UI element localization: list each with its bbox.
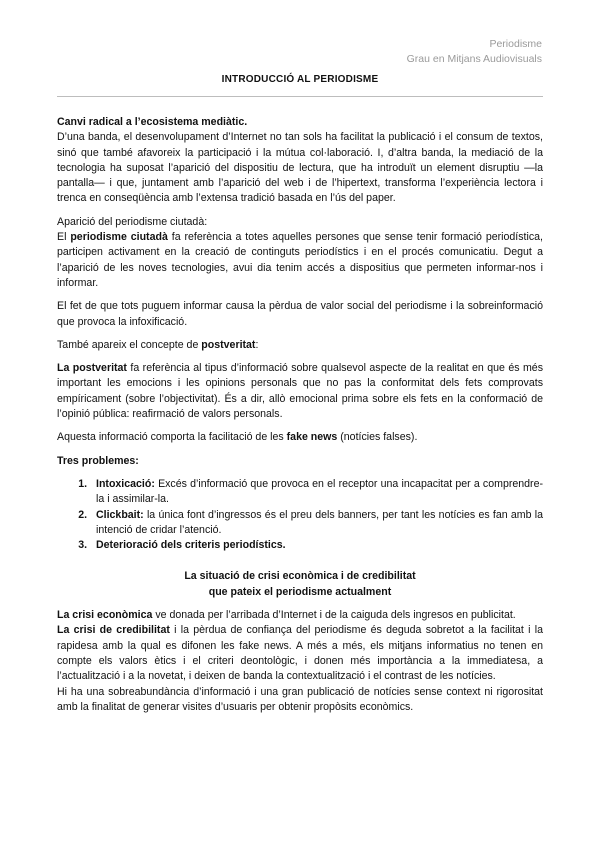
list-item: 2. Clickbait: la única font d’ingressos és el preu dels banners, per tant les notícies es fan amb la intenció de cridar l’atenció. bbox=[90, 508, 543, 539]
economic-crisis-paragraph: La crisi econòmica ve donada per l’arribada d’Internet i de la caiguda dels ingresos en publicitat. bbox=[57, 609, 516, 622]
page-header bbox=[407, 37, 542, 66]
section1-heading: Canvi radical a l’ecosistema mediàtic. bbox=[57, 116, 248, 128]
list-item: 1. Intoxicació: Excés d’informació que provoca en el receptor una incapacitat per a comprendre-la i assimilar-la. bbox=[90, 477, 543, 508]
problems-heading: Tres problemes: bbox=[57, 454, 139, 467]
section2-heading: Aparició del periodisme ciutadà: bbox=[57, 215, 208, 228]
section1-paragraph: D’una banda, el desenvolupament d’Internet no tan sols ha facilitat la publicació i el consum de textos, sinó que també afavoreix la participació i la mútua col·laboració. I, d’altra banda, la mediació de la tecnologia ha suposat l’aparició del dispositiu de lectura, que ha introduït un element disruptiu —la pantalla— i que, juntament amb l’aparició del web i de l’hipertext, transforma l’experiència lectora i trenca en conseqüència amb l’extensa tradició basada en l’ús del paper. bbox=[57, 131, 543, 205]
title-divider bbox=[57, 96, 543, 97]
header-subject: Periodisme bbox=[489, 38, 542, 50]
document-body bbox=[57, 115, 543, 715]
citizen-journalism-paragraph: El periodisme ciutadà fa referència a totes aquelles persones que sense tenir formació periodística, participen activament en la creació de continguts periodístics i en el procés comunicatiu. Degut a l’aparició de les noves tecnologies, avui dia tenim accés a dispositius que permeten informar-nos i informar. bbox=[57, 231, 543, 289]
post-truth-intro: També apareix el concepte de postveritat: bbox=[57, 338, 259, 351]
value-loss-paragraph: El fet de que tots puguem informar causa la pèrdua de valor social del periodisme i la sobreinformació que provoca la infoxificació. bbox=[57, 300, 543, 328]
problems-list bbox=[57, 477, 543, 553]
section3-title: La situació de crisi econòmica i de credibilitat que pateix el periodisme actualment bbox=[184, 570, 416, 598]
credibility-crisis-paragraph: La crisi de credibilitat i la pèrdua de confiança del periodisme és deguda sobretot a la facilitat i la rapidesa amb la qual es difonen les fake news. A més a més, els mitjans informatius no tenen en compte els valors ètics i el criteri deontològic, i donen més importància a la immediatesa, a l’actualització i a la novetat, i deixen de banda la contextualització i el contrast de les notícies. bbox=[57, 624, 543, 683]
overabundance-paragraph: Hi ha una sobreabundància d’informació i una gran publicació de notícies sense context ni rigorositat amb la finalitat de generar visites d’usuaris per obtenir propòsits econòmics. bbox=[57, 685, 543, 713]
document-title: INTRODUCCIÓ AL PERIODISME bbox=[221, 74, 379, 85]
post-truth-paragraph: La postveritat fa referència al tipus d’informació sobre qualsevol aspecte de la realitat en que és més important les emocions i les opinions personals que no pas la conformitat dels fets comprovats empíricament (sobre l’objectivitat). És a dir, allò emocional prima sobre els fets en la conformació de l’opinió pública: reafirmació de valors personals. bbox=[57, 362, 543, 421]
header-degree: Grau en Mitjans Audiovisuals bbox=[406, 52, 542, 65]
list-item: 3. Deterioració dels criteris periodístics. bbox=[90, 538, 543, 553]
fake-news-paragraph: Aquesta informació comporta la facilitació de les fake news (notícies falses). bbox=[57, 431, 418, 444]
